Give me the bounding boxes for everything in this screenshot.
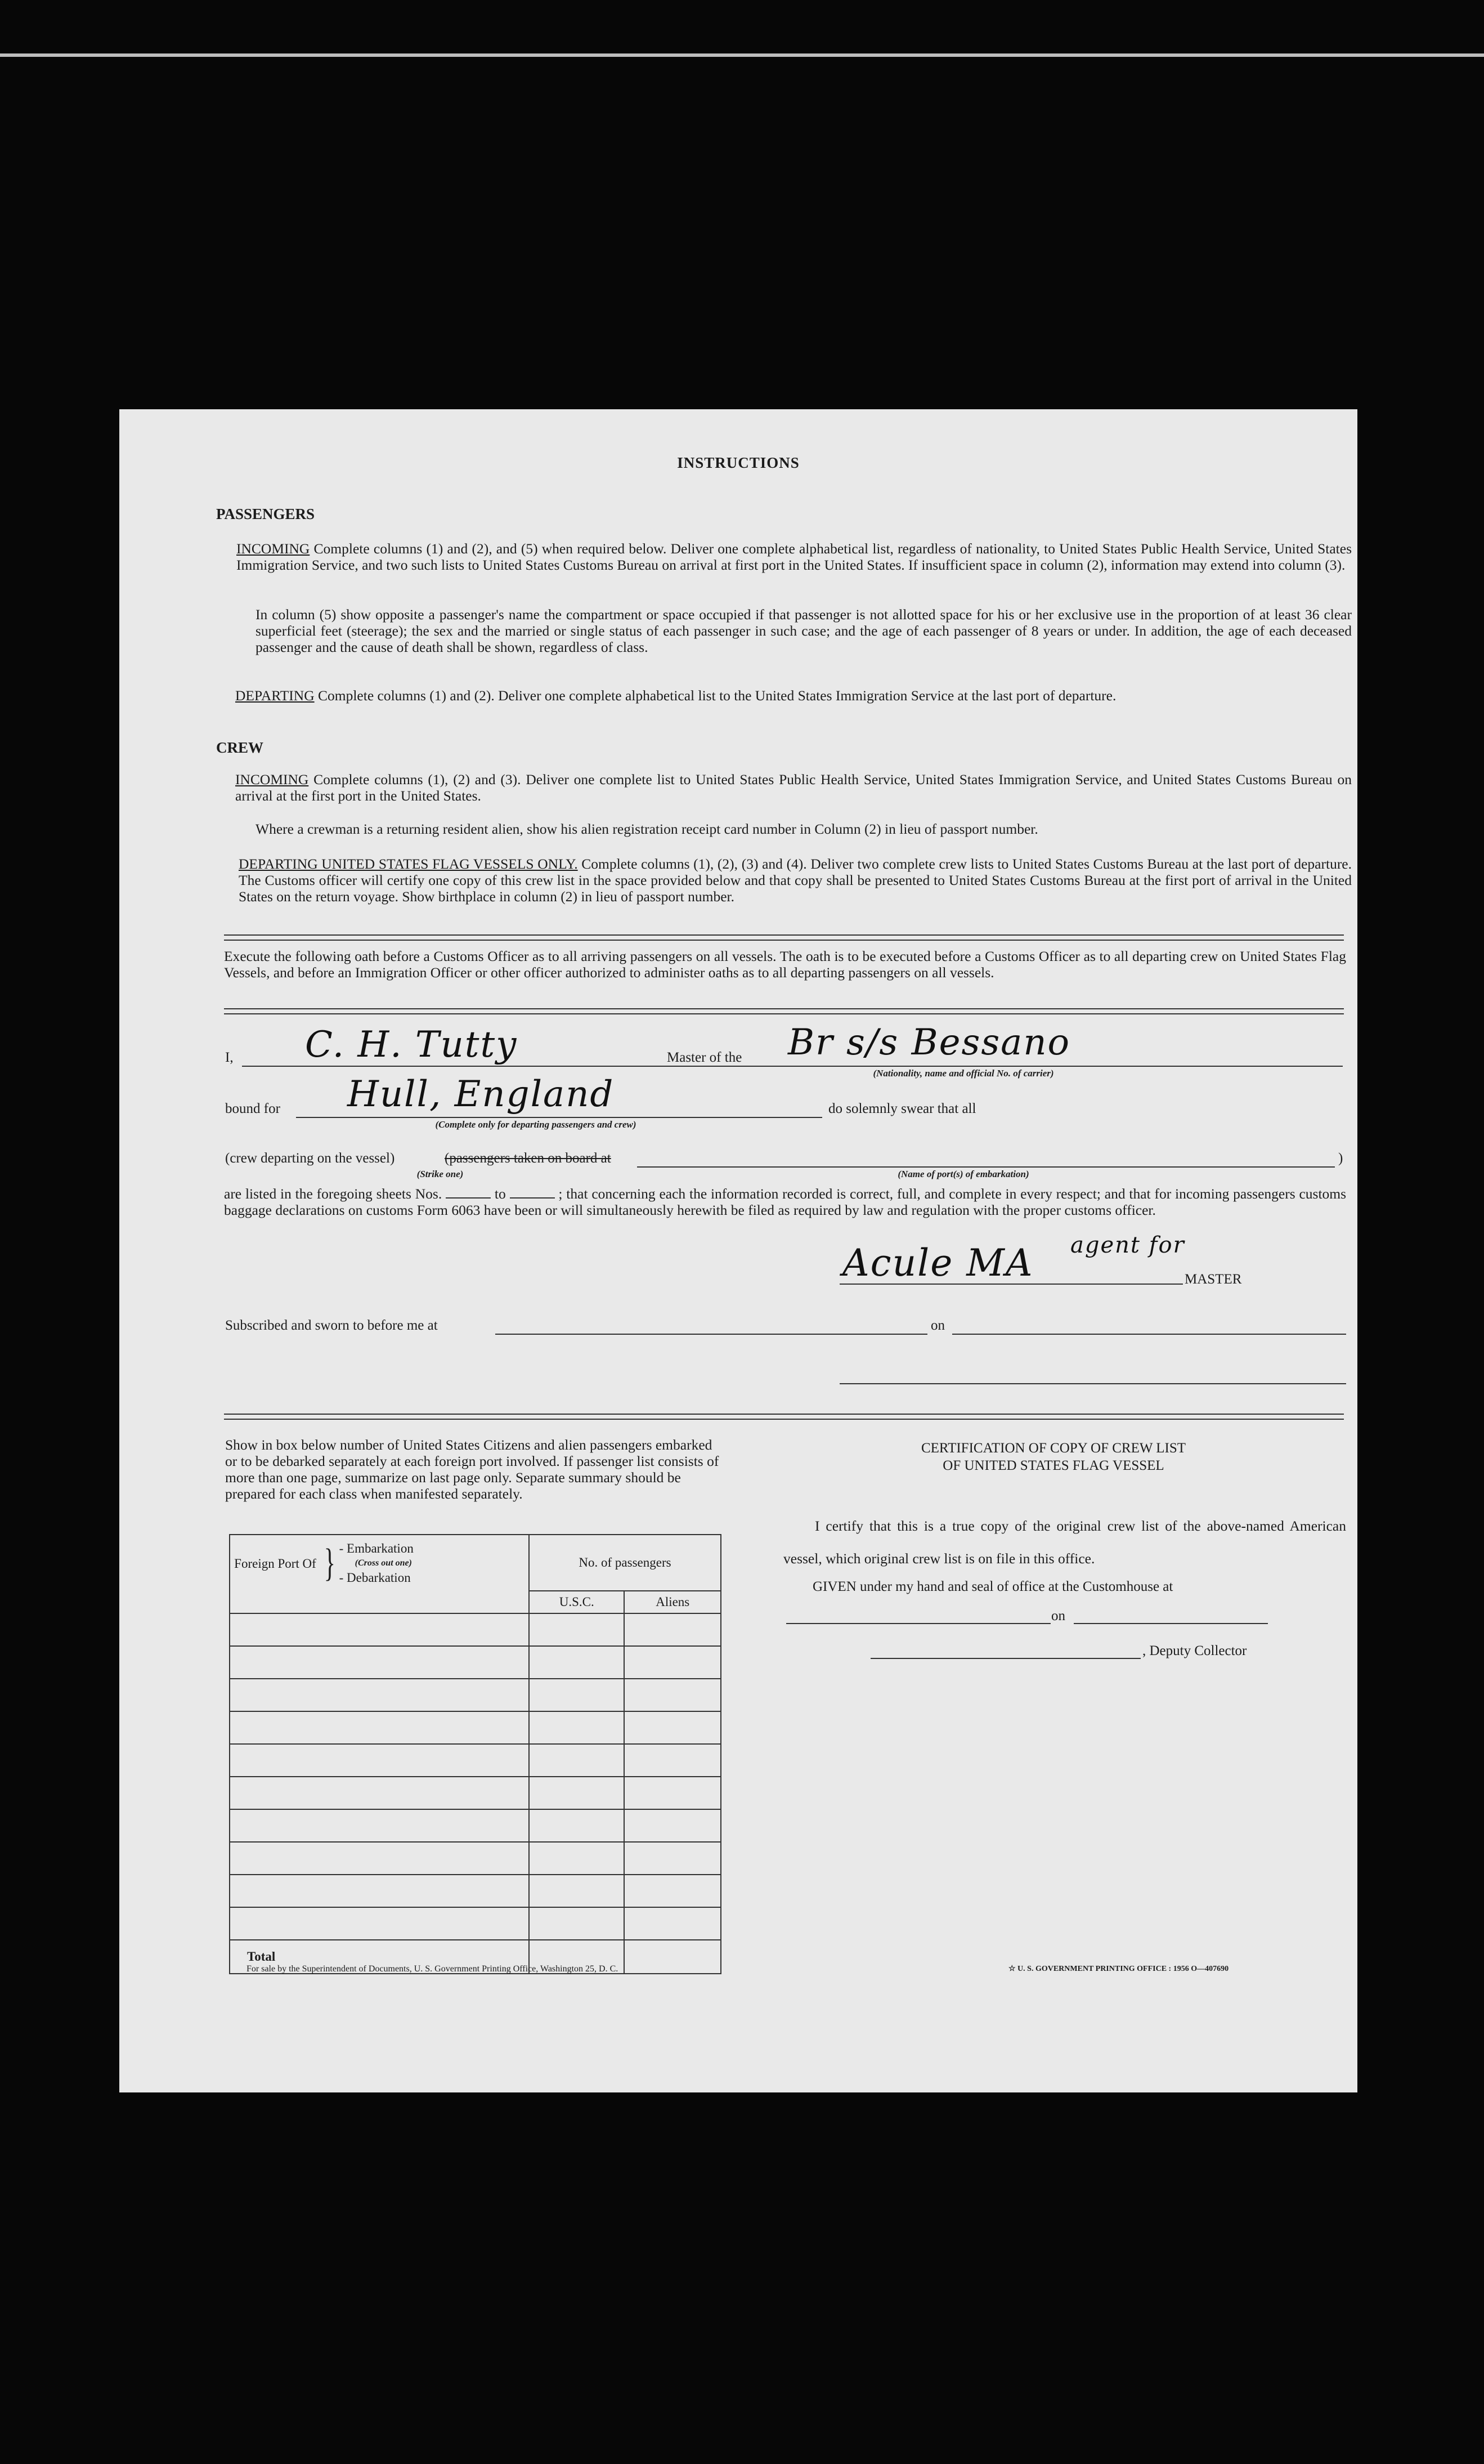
port-caption: (Name of port(s) of embarkation) (898, 1169, 1029, 1179)
crew-incoming-paragraph (235, 771, 1352, 804)
section-divider (224, 1008, 1344, 1014)
given-text: GIVEN under my hand and seal of office at the Customhouse at (813, 1579, 1173, 1594)
table-row (230, 1842, 721, 1875)
table-row (230, 1613, 721, 1646)
passengers-heading: PASSENGERS (216, 506, 315, 522)
passengers-struck-text: (passengers taken on board at (445, 1151, 611, 1166)
foreign-port-header (230, 1535, 529, 1613)
crew-departing-paragraph (239, 856, 1352, 905)
subscribed-place-line (495, 1334, 927, 1335)
footer-printing-text: ☆ U. S. GOVERNMENT PRINTING OFFICE : 1956 O—407690 (1008, 1965, 1229, 1973)
crew-heading: CREW (216, 739, 264, 756)
destination-line (296, 1117, 822, 1118)
certification-title-line1: CERTIFICATION OF COPY OF CREW LIST (921, 1441, 1186, 1456)
destination-caption: (Complete only for departing passengers and crew) (435, 1119, 636, 1130)
crew-incoming-text: Complete columns (1), (2) and (3). Deliver one complete list to United States Public Health Service, United States Immigration Service, and United States Customs Bureau on arrival at the first port in the United States. (235, 771, 1352, 804)
table-row (230, 1679, 721, 1711)
subscribed-label: Subscribed and sworn to before me at (225, 1318, 438, 1333)
cross-out-note: (Cross out one) (355, 1558, 412, 1568)
table-row (230, 1809, 721, 1842)
usc-header: U.S.C. (529, 1591, 625, 1613)
total-label: Total (230, 1940, 529, 1974)
close-paren: ) (1338, 1151, 1343, 1166)
listed-text-a: are listed in the foregoing sheets Nos. (224, 1186, 442, 1202)
document-page (119, 409, 1357, 2092)
vessel-caption: (Nationality, name and official No. of carrier) (873, 1068, 1054, 1079)
embarkation-label: - Embarkation (339, 1541, 414, 1555)
column5-paragraph: In column (5) show opposite a passenger's name the compartment or space occupied if that passenger is not allotted space for his or her exclusive use in the proportion of at least 36 clear superficial feet (steerage); the sex and the married or single status of each passenger in such case; and the age of each passenger of 8 years or under. In addition, the age of each deceased passenger and the cause of death shall be shown, regardless of class. (255, 606, 1352, 655)
master-signature: Acule MA (842, 1241, 1034, 1285)
table-row (230, 1744, 721, 1777)
table-row (230, 1646, 721, 1679)
summary-intro: Show in box below number of United States Citizens and alien passengers embarked or to be debarked separately at each foreign port involved. If passenger list consists of more than one page, summarize on last page only. Separate summary should be prepared for each class when manifested separately. (225, 1437, 719, 1502)
passengers-incoming-text: Complete columns (1) and (2), and (5) when required below. Deliver one complete alphabetical list, regardless of nationality, to United States Public Health Service, United States Immigration Service, and two such lists to United States Customs Bureau on arrival at first port in the United States. If insufficient space in column (2), information may extend into column (3). (236, 540, 1352, 573)
certification-on-label: on (1051, 1608, 1065, 1624)
master-label: MASTER (1185, 1272, 1242, 1287)
section-divider (224, 1414, 1344, 1420)
aliens-header: Aliens (624, 1591, 721, 1613)
certification-title-line2: OF UNITED STATES FLAG VESSEL (943, 1458, 1164, 1473)
deputy-collector-label: , Deputy Collector (1142, 1643, 1247, 1658)
listed-text-b: ; that concerning each the information recorded is correct, full, and complete in every respect; and that for incoming passengers customs baggage declarations on customs Form 6063 have been or will simultaneously herewith be filed as required by law and regulation with the proper customs officer. (224, 1186, 1347, 1218)
crew-departing-label: (crew departing on the vessel) (225, 1151, 395, 1166)
passengers-departing-text: Complete columns (1) and (2). Deliver one complete alphabetical list to the United States Immigration Service at the last port of departure. (318, 687, 1117, 704)
certify-paragraph: I certify that this is a true copy of the original crew list of the above-named American vessel, which original crew list is on file in this office. (783, 1518, 1346, 1567)
passengers-incoming-lead: INCOMING (236, 540, 310, 557)
passengers-departing-lead: DEPARTING (235, 687, 315, 704)
crew-departing-text: Complete columns (1), (2), (3) and (4). Deliver two complete crew lists to United States Customs Bureau at the last port of departure. The Customs officer will certify one copy of this crew list in the space provided below and that copy shall be presented to United States Customs Bureau at the first port of arrival in the United States on the return voyage. Show birthplace in column (2) in lieu of passport number. (239, 856, 1352, 905)
vessel-handwritten: Br s/s Bessano (788, 1022, 1071, 1063)
scan-edge-line (0, 53, 1484, 57)
table-row (230, 1777, 721, 1809)
crew-resident-paragraph: Where a crewman is a returning resident alien, show his alien registration receipt card number in Column (2) in lieu of passport number. (255, 821, 1038, 837)
swear-label: do solemnly swear that all (828, 1101, 976, 1116)
port-line (637, 1166, 1335, 1168)
master-of-label: Master of the (667, 1050, 742, 1065)
subscribed-date-line (952, 1334, 1346, 1335)
listed-paragraph (224, 1186, 1346, 1218)
table-row (230, 1875, 721, 1907)
subscribed-on-label: on (931, 1318, 945, 1333)
deputy-collector-line (871, 1658, 1141, 1659)
passengers-incoming-paragraph (236, 540, 1352, 573)
destination-handwritten: Hull, England (347, 1074, 615, 1115)
signature-agent-note: agent for (1070, 1232, 1185, 1258)
section-divider (224, 934, 1344, 941)
certification-date-line (1074, 1623, 1268, 1624)
instructions-title: INSTRUCTIONS (677, 454, 800, 471)
table-row (230, 1711, 721, 1744)
passenger-summary-table (229, 1534, 721, 1974)
table-row (230, 1907, 721, 1940)
officer-signature-line (840, 1383, 1346, 1384)
foreign-port-label: Foreign Port Of (234, 1556, 316, 1571)
crew-departing-lead: DEPARTING UNITED STATES FLAG VESSELS ONLY. (239, 856, 578, 872)
master-signature-line (840, 1284, 1183, 1285)
footer-sale-text: For sale by the Superintendent of Documents, U. S. Government Printing Office, Washington 25, D. C. (246, 1964, 618, 1974)
i-label: I, (225, 1050, 234, 1065)
no-of-passengers-header: No. of passengers (529, 1535, 721, 1591)
crew-incoming-lead: INCOMING (235, 771, 309, 788)
debarkation-label: - Debarkation (339, 1571, 411, 1585)
brace-glyph: } (324, 1541, 335, 1585)
master-name-handwritten: C. H. Tutty (305, 1024, 518, 1066)
listed-to: to (494, 1186, 506, 1202)
customhouse-line (786, 1623, 1051, 1624)
oath-execute-paragraph: Execute the following oath before a Customs Officer as to all arriving passengers on all vessels. The oath is to be executed before a Customs Officer as to all departing crew on United States Flag Vessels, and before an Immigration Officer or other officer authorized to administer oaths as to all departing passengers on all vessels. (224, 948, 1346, 981)
master-name-line (242, 1066, 782, 1067)
vessel-line (768, 1066, 1343, 1067)
strike-caption: (Strike one) (416, 1169, 464, 1179)
passengers-departing-paragraph (235, 687, 1352, 704)
bound-for-label: bound for (225, 1101, 280, 1116)
